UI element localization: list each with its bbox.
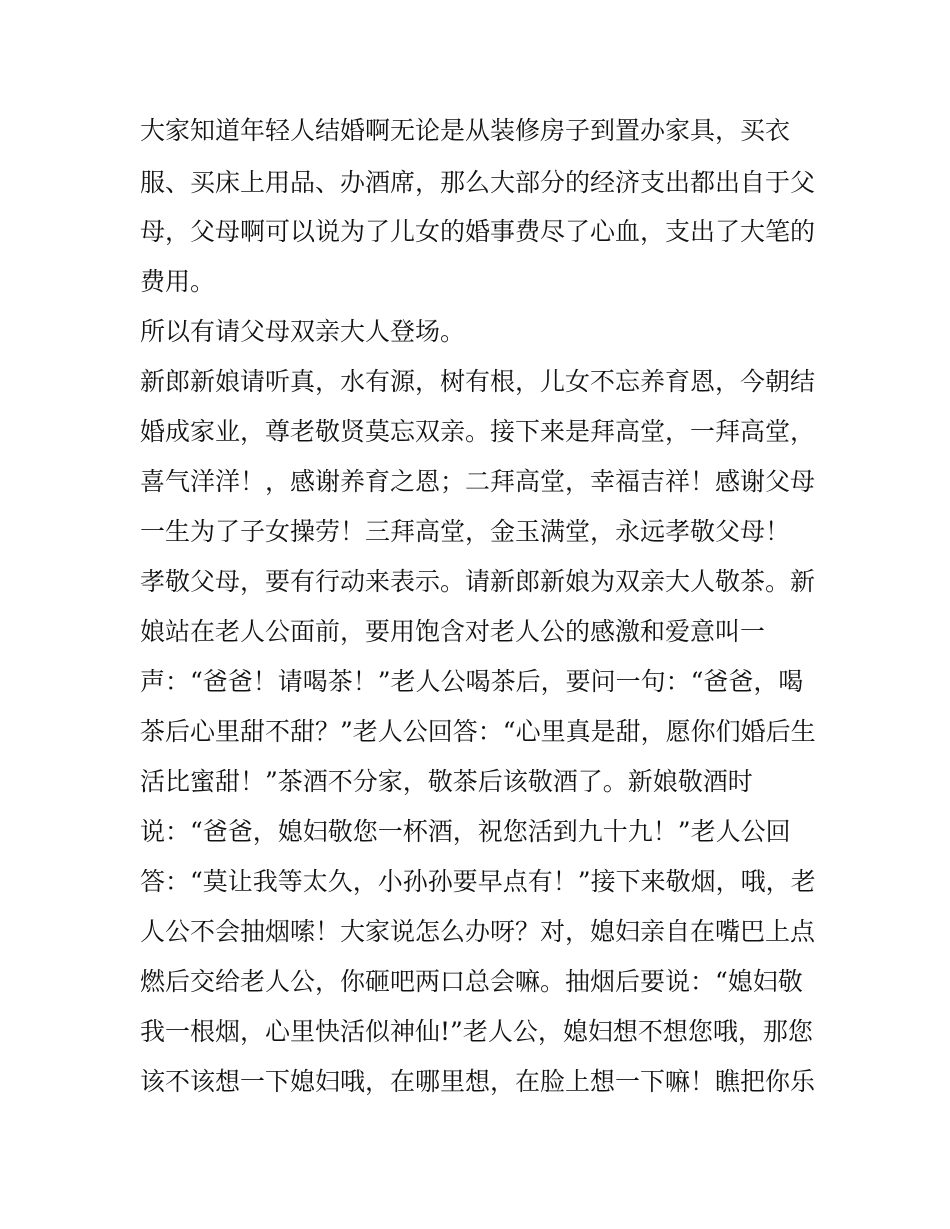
text-line: 该不该想一下媳妇哦，在哪里想，在脸上想一下嘛！瞧把你乐 xyxy=(140,1067,816,1096)
text-line: 喜气洋洋！，感谢养育之恩；二拜高堂，幸福吉祥！感谢父母 xyxy=(140,467,816,496)
text-line: 声：“爸爸！请喝茶！”老人公喝茶后，要问一句：“爸爸，喝 xyxy=(140,667,804,696)
text-line: 娘站在老人公面前，要用饱含对老人公的感激和爱意叫一 xyxy=(140,617,766,646)
text-line: 答：“莫让我等太久，小孙孙要早点有！”接下来敬烟，哦，老 xyxy=(140,867,816,896)
text-line: 费用。 xyxy=(140,267,216,296)
text-line: 大家知道年轻人结婚啊无论是从装修房子到置办家具，买衣 xyxy=(140,116,791,145)
text-line: 我一根烟，心里快活似神仙!”老人公，媳妇想不想您哦，那您 xyxy=(140,1017,813,1046)
text-line: 婚成家业，尊老敬贤莫忘双亲。接下来是拜高堂，一拜高堂， xyxy=(140,417,816,446)
text-line: 服、买床上用品、办酒席，那么大部分的经济支出都出自于父 xyxy=(140,168,816,197)
text-line: 孝敬父母，要有行动来表示。请新郎新娘为双亲大人敬茶。新 xyxy=(140,567,816,596)
text-line: 人公不会抽烟嗦！大家说怎么办呀？对，媳妇亲自在嘴巴上点 xyxy=(140,917,816,946)
text-line: 茶后心里甜不甜？”老人公回答：“心里真是甜，愿你们婚后生 xyxy=(140,717,816,746)
text-line: 说：“爸爸，媳妇敬您一杯酒，祝您活到九十九！”老人公回 xyxy=(140,817,791,846)
text-line: 所以有请父母双亲大人登场。 xyxy=(140,317,466,346)
text-line: 新郎新娘请听真，水有源，树有根，儿女不忘养育恩，今朝结 xyxy=(140,367,816,396)
text-line: 一生为了子女操劳！三拜高堂，金玉满堂，永远孝敬父母！ xyxy=(140,517,791,546)
text-line: 母，父母啊可以说为了儿女的婚事费尽了心血，支出了大笔的 xyxy=(140,217,816,246)
text-line: 燃后交给老人公，你砸吧两口总会嘛。抽烟后要说：“媳妇敬 xyxy=(140,967,803,996)
text-line: 活比蜜甜！”茶酒不分家，敬茶后该敬酒了。新娘敬酒时 xyxy=(140,767,753,796)
